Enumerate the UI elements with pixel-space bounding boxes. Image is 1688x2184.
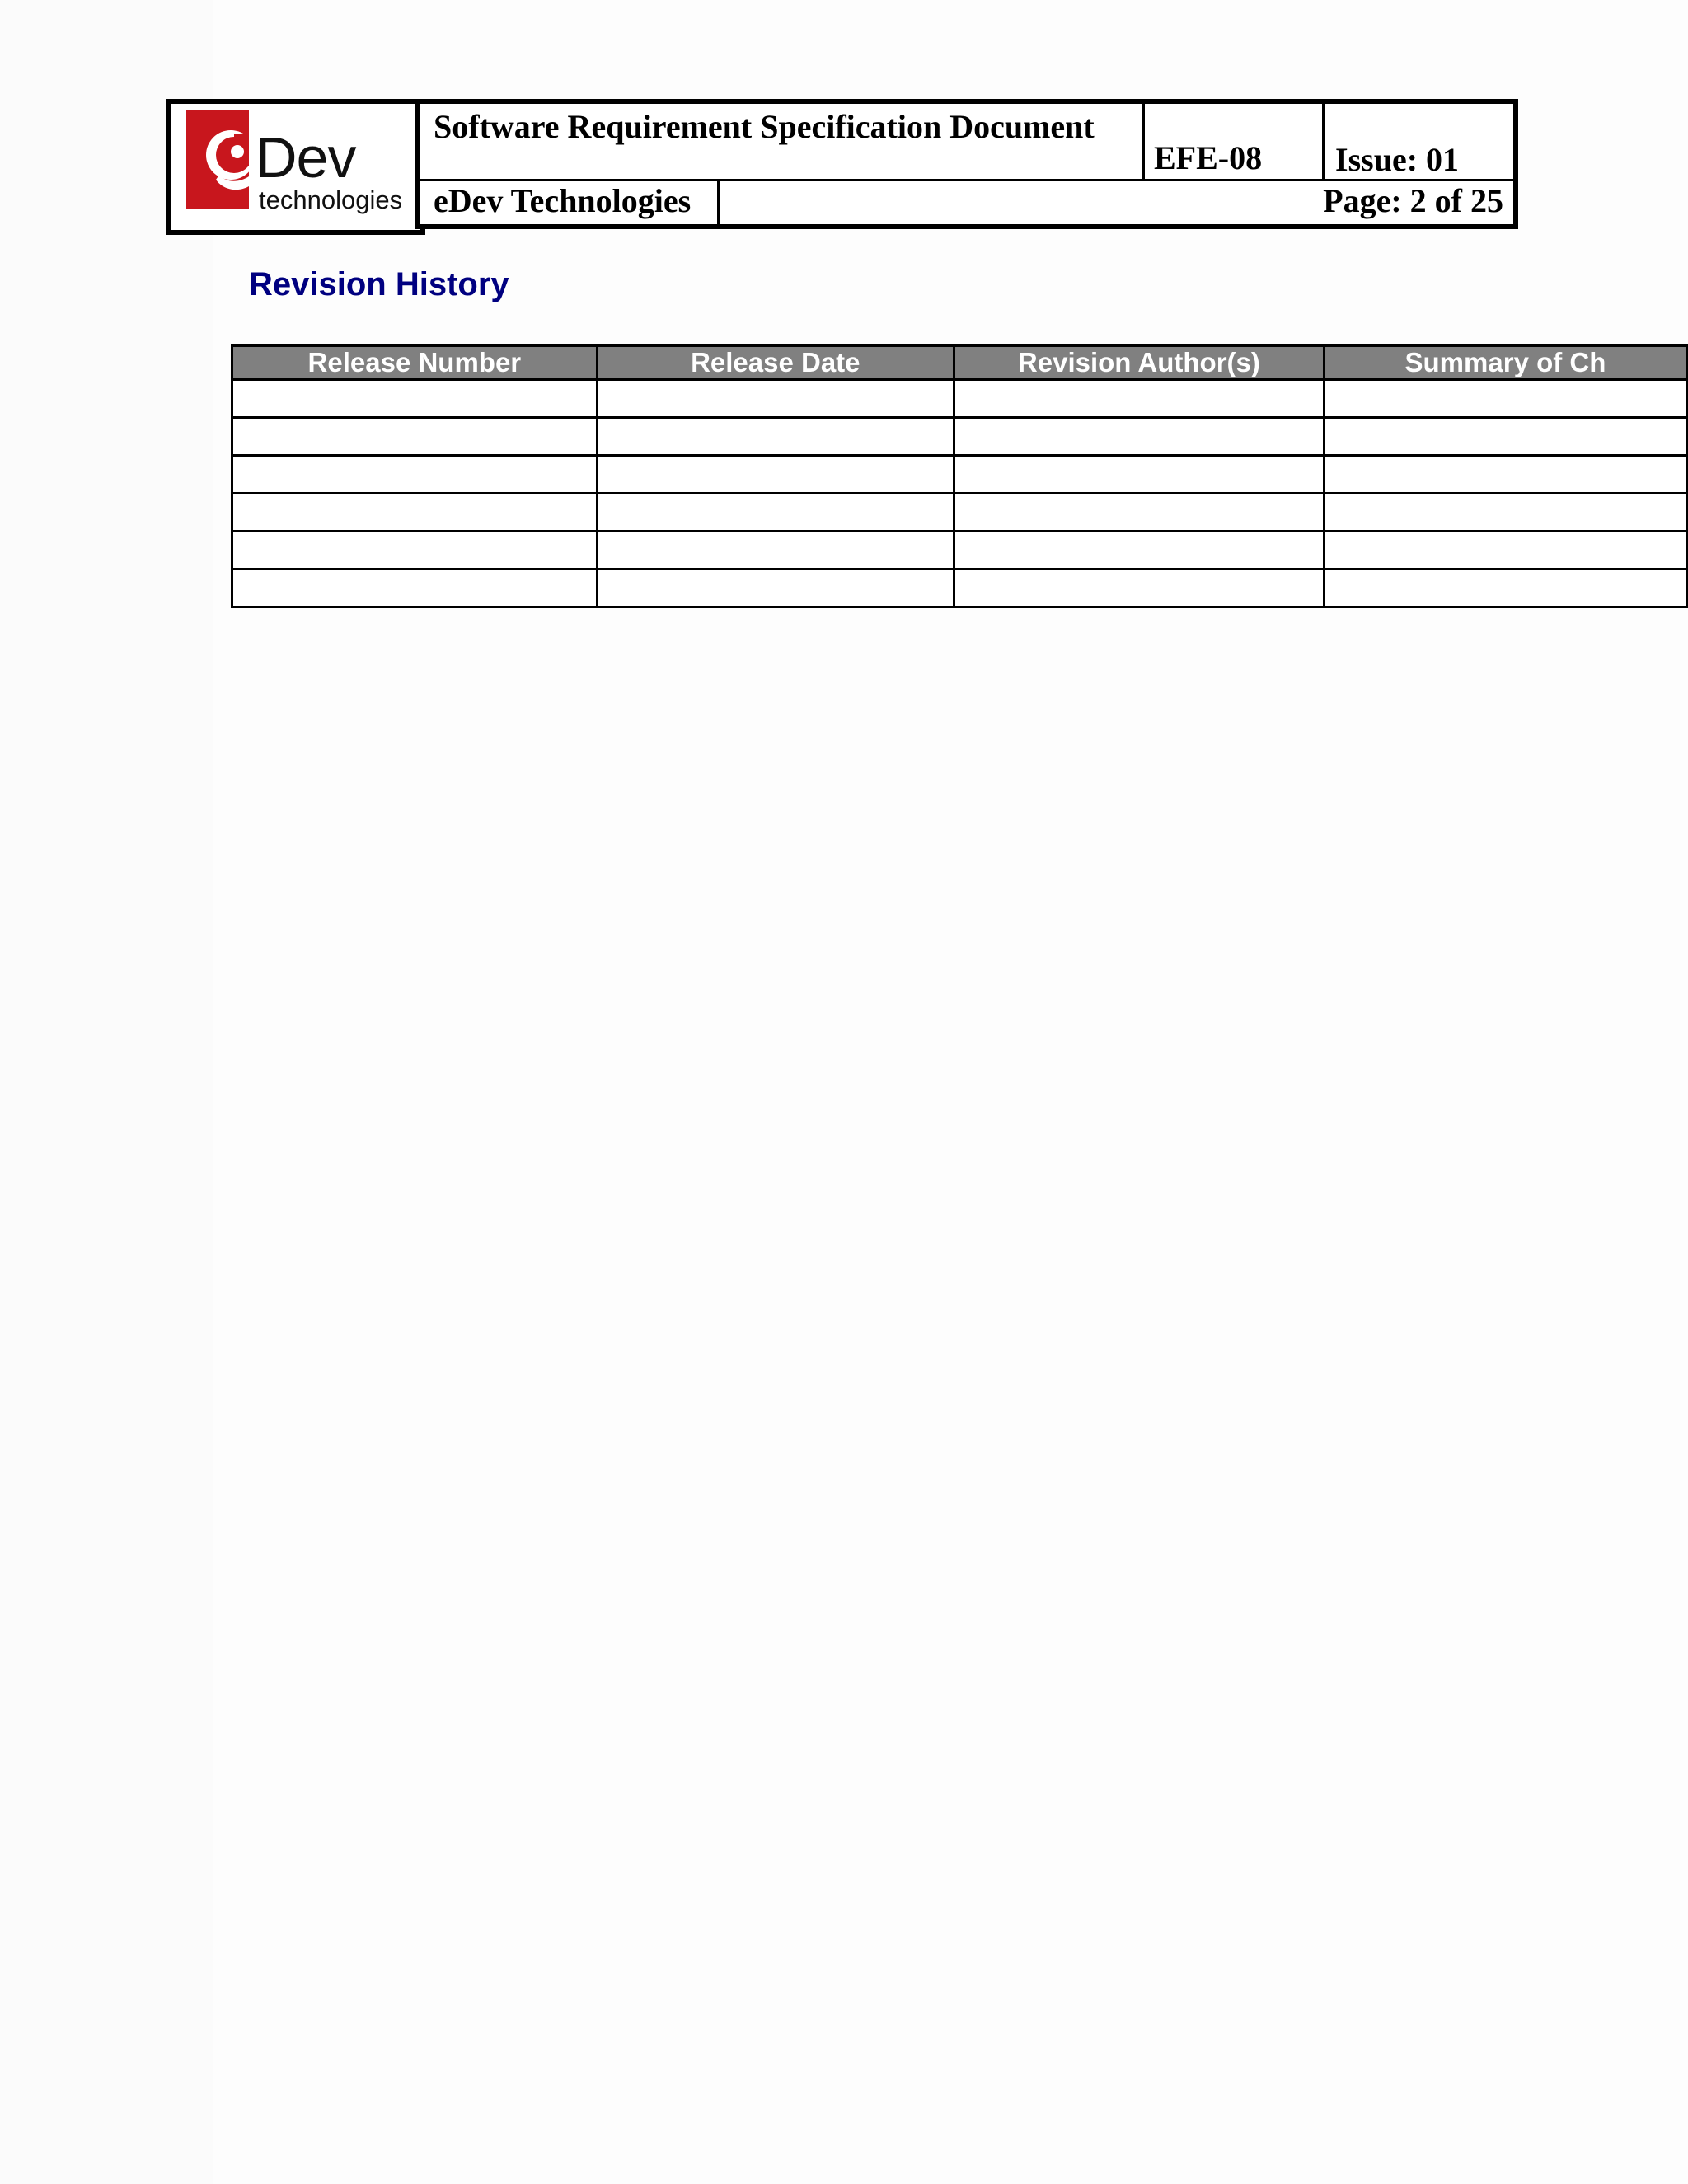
table-cell — [597, 418, 954, 456]
table-cell — [232, 418, 598, 456]
table-cell — [597, 569, 954, 607]
table-cell — [954, 456, 1324, 494]
table-cell — [1324, 456, 1686, 494]
table-cell — [232, 569, 598, 607]
table-row — [232, 494, 1687, 532]
column-header-revision-authors: Revision Author(s) — [954, 346, 1324, 380]
table-cell — [1324, 380, 1686, 418]
table-cell — [232, 494, 598, 532]
table-row — [232, 532, 1687, 569]
table-cell — [954, 380, 1324, 418]
header-col-divider — [1322, 104, 1325, 179]
page-margin — [0, 0, 213, 2184]
company-logo — [166, 99, 425, 235]
logo-tagline: technologies — [259, 185, 403, 214]
table-cell — [954, 494, 1324, 532]
table-cell — [232, 532, 598, 569]
table-cell — [597, 380, 954, 418]
table-cell — [1324, 494, 1686, 532]
header-col-divider — [1142, 104, 1145, 179]
table-cell — [597, 456, 954, 494]
header-col-divider — [717, 179, 720, 224]
table-cell — [232, 380, 598, 418]
table-cell — [232, 456, 598, 494]
table-cell — [597, 494, 954, 532]
column-header-release-date: Release Date — [597, 346, 954, 380]
table-cell — [1324, 418, 1686, 456]
document-info — [415, 99, 1518, 229]
page-number: Page: 2 of 25 — [1323, 182, 1503, 219]
document-code: EFE-08 — [1154, 139, 1263, 176]
issue-number: Issue: 01 — [1335, 141, 1460, 178]
table-row — [232, 456, 1687, 494]
table-row — [232, 418, 1687, 456]
company-name: eDev Technologies — [434, 182, 692, 219]
column-header-release-number: Release Number — [232, 346, 598, 380]
table-cell — [954, 418, 1324, 456]
table-cell — [954, 569, 1324, 607]
document-header — [166, 99, 1518, 229]
table-row — [232, 569, 1687, 607]
logo-wordmark: Dev — [256, 125, 356, 190]
table-cell — [954, 532, 1324, 569]
table-cell — [1324, 532, 1686, 569]
document-title: Software Requirement Specification Document — [434, 108, 1095, 145]
revision-history-table — [231, 344, 1688, 608]
table-row — [232, 380, 1687, 418]
header-row-divider — [420, 179, 1513, 181]
table-cell — [1324, 569, 1686, 607]
edev-logo-icon — [186, 110, 249, 209]
table-cell — [597, 532, 954, 569]
table-header-row — [232, 346, 1687, 380]
section-heading: Revision History — [249, 266, 509, 302]
column-header-summary-of-changes: Summary of Ch — [1324, 346, 1686, 380]
